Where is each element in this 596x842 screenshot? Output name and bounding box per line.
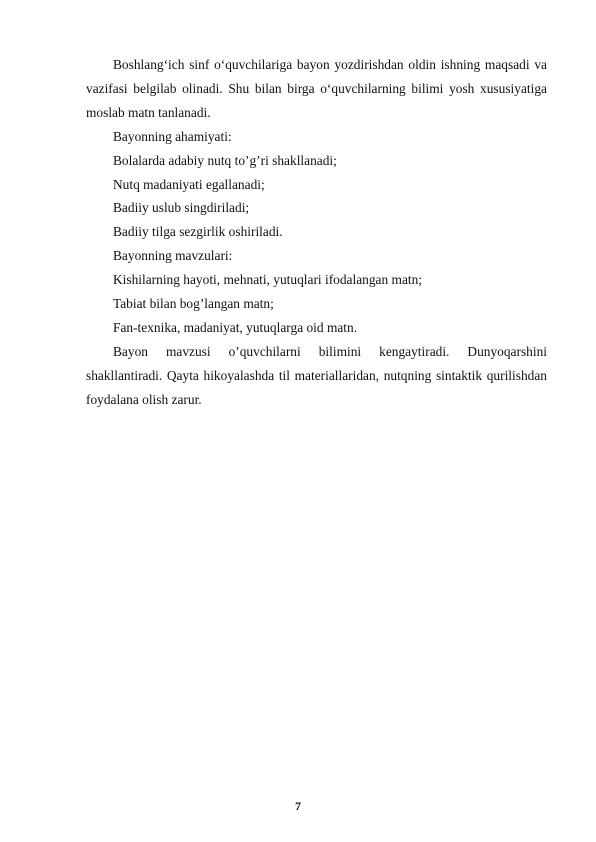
conclusion-paragraph: Bayon mavzusi o’quvchilarni bilimini kengaytiradi. Dunyoqarshini shakllantiradi. Qayta hikoyalashda til materiallaridan, nutqning sintaktik qurilishdan foydalana olish zarur. bbox=[86, 343, 547, 407]
topics-heading: Bayonning mavzulari: bbox=[113, 248, 233, 264]
importance-item: Nutq madaniyati egallanadi; bbox=[113, 176, 265, 192]
importance-item: Bolalarda adabiy nutq to’g’ri shakllanadi; bbox=[113, 152, 337, 168]
page-number: 7 bbox=[295, 799, 301, 813]
topics-item: Tabiat bilan bog’langan matn; bbox=[113, 296, 274, 312]
intro-paragraph: Boshlang‘ich sinf o‘quvchilariga bayon yozdirishdan oldin ishning maqsadi va vazifasi belgilab olinadi. Shu bilan birga o‘quvchilarning bilimi yosh xususiyatiga moslab matn tanlanadi. bbox=[86, 57, 547, 120]
importance-heading: Bayonning ahamiyati: bbox=[113, 128, 232, 144]
importance-item: Badiiy uslub singdiriladi; bbox=[113, 200, 250, 216]
body-text bbox=[86, 53, 547, 412]
importance-item: Badiiy tilga sezgirlik oshiriladi. bbox=[113, 224, 283, 240]
topics-item: Kishilarning hayoti, mehnati, yutuqlari ifodalangan matn; bbox=[113, 272, 423, 288]
topics-item: Fan-texnika, madaniyat, yutuqlarga oid matn. bbox=[113, 319, 358, 335]
